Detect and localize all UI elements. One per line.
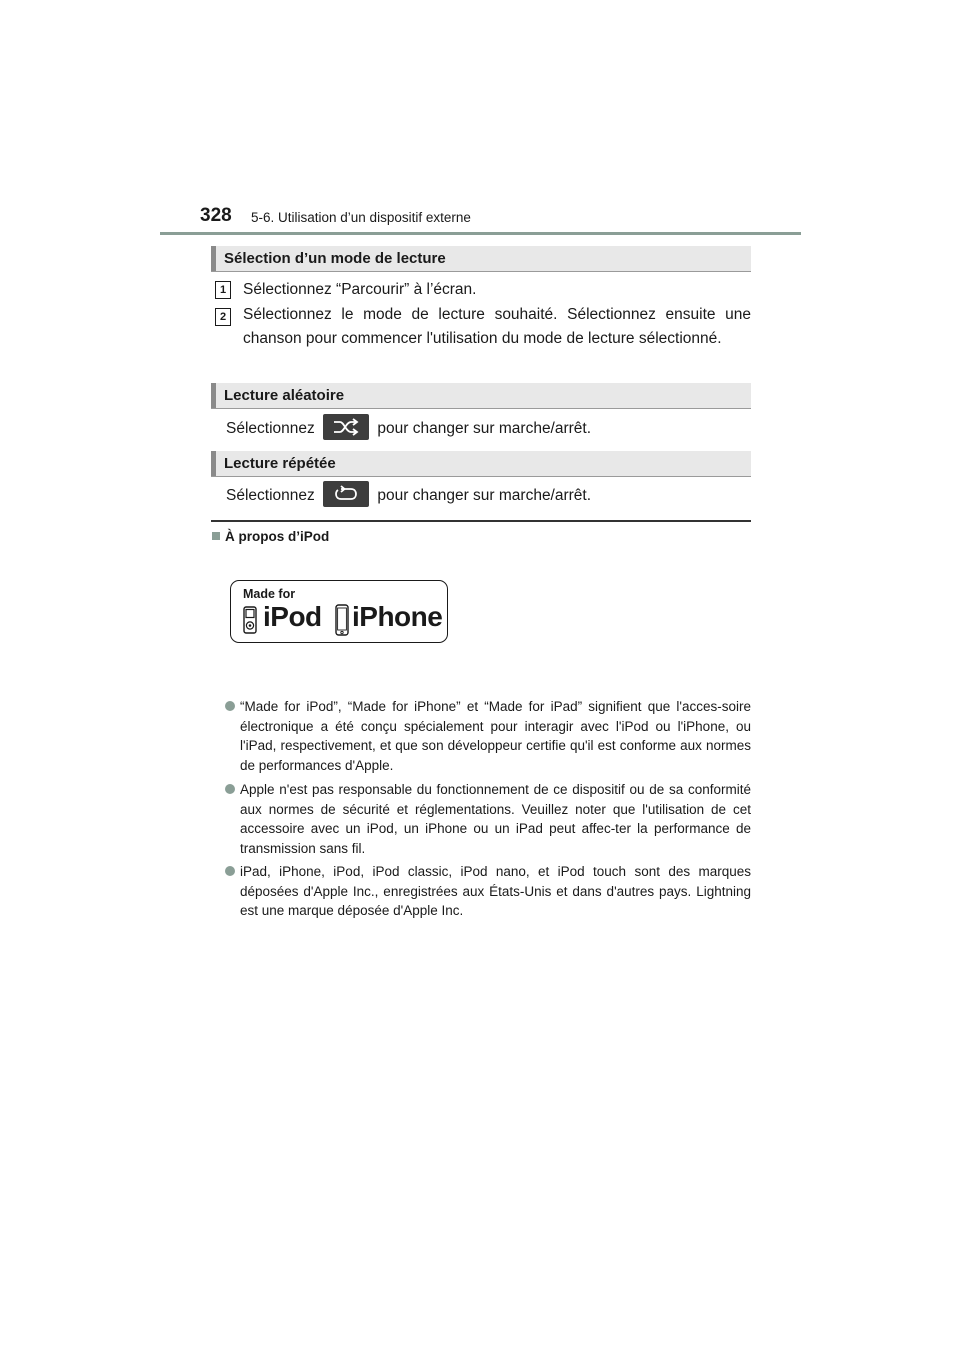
notice-bullet-2 bbox=[227, 780, 751, 858]
bullet-dot-icon bbox=[225, 866, 235, 876]
heading-shuffle bbox=[211, 383, 751, 409]
step-number-2: 2 bbox=[215, 308, 231, 326]
heading-repeat bbox=[211, 451, 751, 477]
heading-accent bbox=[211, 451, 216, 476]
shuffle-text-after: pour changer sur marche/arrêt. bbox=[377, 420, 592, 438]
shuffle-text-before: Sélectionnez bbox=[226, 420, 315, 438]
step-1-text: Sélectionnez “Parcourir” à l’écran. bbox=[243, 281, 477, 298]
heading-accent bbox=[211, 246, 216, 271]
shuffle-instruction bbox=[226, 416, 751, 442]
shuffle-button[interactable] bbox=[323, 414, 369, 440]
notice-bullet-2-text: Apple n'est pas responsable du fonctionnement de ce dispositif ou de sa conformité aux normes de sécurité et réglementations. Veuillez noter que l'utilisation de cet accessoire avec un iPod, un iPhone ou un iPad peut affec-ter la performance de transmission sans fil. bbox=[240, 782, 751, 856]
about-ipod-heading-text: À propos d’iPod bbox=[225, 529, 330, 544]
heading-selection-mode bbox=[211, 246, 751, 272]
logo-ipod-text: iPod bbox=[263, 601, 322, 632]
made-for-ipod-iphone-logo bbox=[230, 580, 448, 643]
notice-bullet-3 bbox=[227, 862, 751, 921]
section-divider bbox=[211, 520, 751, 522]
shuffle-icon bbox=[332, 418, 360, 436]
square-bullet-icon bbox=[212, 532, 220, 540]
logo-iphone-text: iPhone bbox=[352, 601, 443, 632]
heading-label: Lecture répétée bbox=[224, 455, 336, 472]
repeat-icon bbox=[332, 485, 360, 503]
heading-label: Lecture aléatoire bbox=[224, 387, 345, 404]
ipod-device-icon bbox=[243, 606, 257, 634]
repeat-text-after: pour changer sur marche/arrêt. bbox=[377, 487, 592, 505]
step-2-text: Sélectionnez le mode de lecture souhaité. Sélectionnez ensuite une chanson pour commencer l'utilisation du mode de lecture sélectionné. bbox=[243, 306, 751, 347]
notice-bullet-1-text: “Made for iPod”, “Made for iPhone” et “Made for iPad” signifient que l'acces-soire électronique a été conçu spécialement pour interagir avec l'iPod ou l'iPhone, ou l'iPad, respectivement, et que son développeur certifie qu'il est conforme aux normes de performances d'Apple. bbox=[240, 699, 751, 773]
heading-label: Sélection d’un mode de lecture bbox=[224, 250, 446, 267]
logo-made-for-text: Made for bbox=[243, 587, 296, 601]
header-rule bbox=[160, 232, 801, 235]
repeat-button[interactable] bbox=[323, 481, 369, 507]
step-number-1: 1 bbox=[215, 281, 231, 299]
repeat-text-before: Sélectionnez bbox=[226, 487, 315, 505]
iphone-device-icon bbox=[335, 604, 349, 636]
notice-bullet-3-text: iPad, iPhone, iPod, iPod classic, iPod nano, et iPod touch sont des marques déposées d'Apple Inc., enregistrées aux États-Unis et dans d'autres pays. Lightning est une marque déposée d'Apple Inc. bbox=[240, 864, 751, 918]
about-ipod-heading bbox=[212, 529, 329, 544]
page-number: 328 bbox=[200, 205, 232, 226]
repeat-instruction bbox=[226, 483, 751, 509]
notice-bullet-1 bbox=[227, 697, 751, 775]
bullet-dot-icon bbox=[225, 784, 235, 794]
heading-accent bbox=[211, 383, 216, 408]
bullet-dot-icon bbox=[225, 701, 235, 711]
section-title: 5-6. Utilisation d’un dispositif externe bbox=[251, 210, 471, 225]
